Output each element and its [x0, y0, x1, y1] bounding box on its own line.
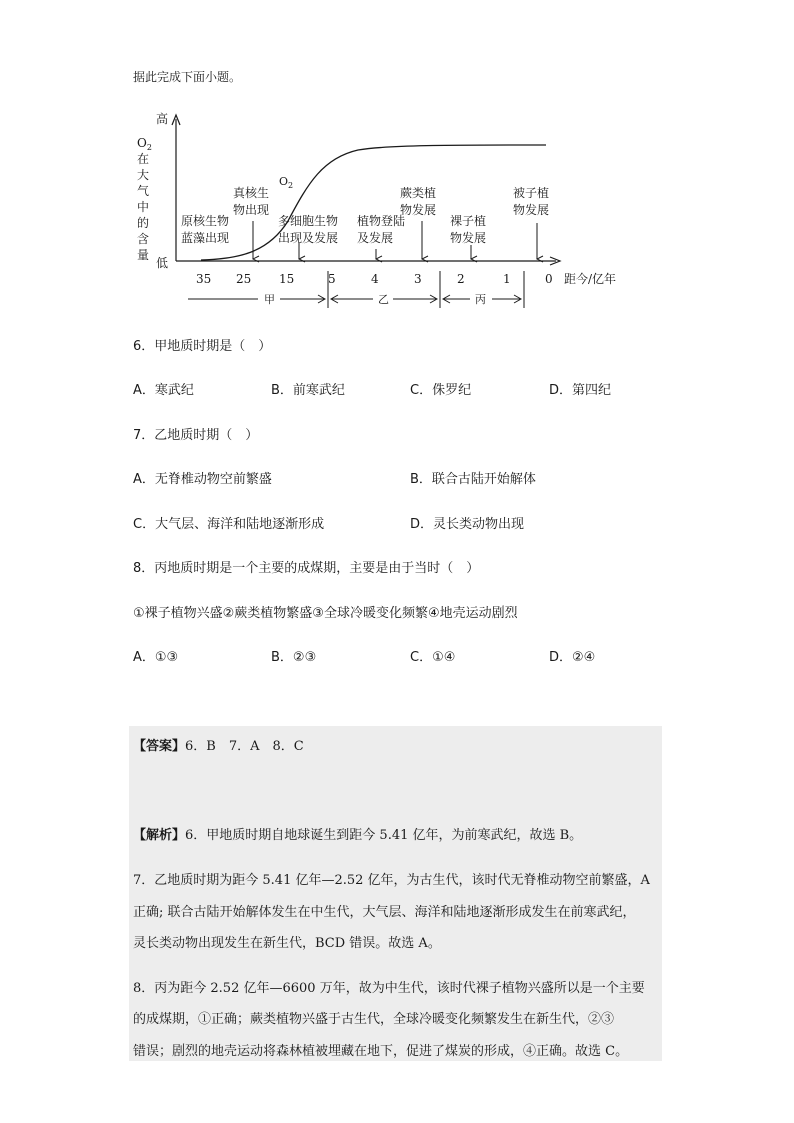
question-7-stem: 7．乙地质时期（ ） [133, 428, 259, 443]
x-tick: 25 [236, 272, 252, 286]
y-label-char: O [137, 136, 147, 150]
q6-option-a[interactable]: A．寒武纪 [133, 383, 194, 398]
period-label-yi: 乙 [378, 293, 389, 306]
analysis-7-line: 灵长类动物出现发生在新生代，BCD 错误。故选 A。 [133, 936, 441, 951]
q6-option-d[interactable]: D．第四纪 [549, 383, 612, 398]
answer-text: 6．B 7．A 8．C [185, 739, 304, 754]
y-axis-label: $O_2$ 在 大 气 中 的 含 量 [137, 136, 152, 262]
event-label: 物发展 [513, 203, 550, 217]
event-label: 植物登陆 [357, 214, 406, 228]
analysis-7-line: 正确; 联合古陆开始解体发生在中生代，大气层、海洋和陆地逐渐形成发生在前寒武纪， [133, 905, 636, 920]
period-label-jia: 甲 [264, 293, 275, 306]
answer-label: 【答案】 [133, 739, 186, 754]
y-label-char: 量 [137, 248, 150, 262]
y-label-char: 气 [137, 184, 150, 198]
analysis-8-line: 的成煤期，①正确；蕨类植物兴盛于古生代，全球冷暖变化频繁发生在新生代，②③ [133, 1012, 615, 1027]
event-label: 被子植 [513, 186, 550, 200]
event-label: 物发展 [400, 203, 437, 217]
y-label-char: 的 [137, 216, 150, 230]
intro-text: 据此完成下面小题。 [133, 70, 242, 84]
y-label-char: 含 [137, 232, 150, 246]
event-label: 及发展 [357, 231, 394, 245]
q7-option-c[interactable]: C．大气层、海洋和陆地逐渐形成 [133, 517, 325, 532]
event-label: 物出现 [233, 203, 270, 217]
period-label-bing: 丙 [475, 293, 486, 306]
q6-option-c[interactable]: C．侏罗纪 [410, 383, 472, 398]
q8-option-b[interactable]: B．②③ [271, 650, 317, 665]
y-label-char: 在 [137, 152, 150, 166]
q8-option-c[interactable]: C．①④ [410, 650, 456, 665]
q7-option-a[interactable]: A．无脊椎动物空前繁盛 [133, 472, 272, 487]
analysis-8-line: 8．丙为距今 2.52 亿年—6600 万年，故为中生代，该时代裸子植物兴盛所以是一个主要 [133, 981, 645, 996]
analysis-line-6 [133, 824, 582, 843]
y-high-label: 高 [156, 112, 169, 126]
x-tick: 5 [328, 272, 336, 286]
event-label: 原核生物 [181, 214, 230, 228]
event-label: 出现及发展 [278, 231, 339, 245]
x-unit-label: 距今/亿年 [564, 272, 617, 286]
o2-evolution-diagram [128, 103, 638, 313]
event-label: 多细胞生物 [278, 214, 339, 228]
x-tick: 2 [457, 272, 465, 286]
x-tick: 0 [545, 272, 553, 286]
y-low-label: 低 [156, 256, 169, 270]
x-tick: 3 [414, 272, 422, 286]
analysis-6-text: 6．甲地质时期自地球诞生到距今 5.41 亿年，为前寒武纪，故选 B。 [185, 828, 583, 843]
question-8-stem: 8．丙地质时期是一个主要的成煤期，主要是由于当时（ ） [133, 561, 480, 576]
question-6-stem: 6．甲地质时期是（ ） [133, 339, 272, 354]
o2-label: $O_2$ [279, 175, 294, 190]
q6-option-b[interactable]: B．前寒武纪 [271, 383, 345, 398]
question-8-statements: ①裸子植物兴盛②蕨类植物繁盛③全球冷暖变化频繁④地壳运动剧烈 [133, 606, 518, 621]
q7-option-d[interactable]: D．灵长类动物出现 [410, 517, 525, 532]
event-label: 蕨类植 [400, 186, 437, 200]
q8-option-a[interactable]: A．①③ [133, 650, 179, 665]
analysis-7-line: 7．乙地质时期为距今 5.41 亿年—2.52 亿年，为古生代，该时代无脊椎动物空前繁盛，A [133, 873, 650, 888]
event-label: 物发展 [450, 231, 487, 245]
event-label: 裸子植 [450, 214, 487, 228]
x-tick: 1 [503, 272, 511, 286]
x-tick: 35 [196, 272, 212, 286]
q8-option-d[interactable]: D．②④ [549, 650, 596, 665]
event-label: 蓝藻出现 [181, 231, 230, 245]
event-label: 真核生 [233, 186, 270, 200]
x-tick: 15 [279, 272, 295, 286]
q7-option-b[interactable]: B．联合古陆开始解体 [410, 472, 536, 487]
x-ticks [196, 272, 553, 286]
y-label-char: 大 [137, 168, 150, 182]
analysis-label: 【解析】 [133, 828, 186, 843]
x-tick: 4 [371, 272, 379, 286]
analysis-8-line: 错误；剧烈的地壳运动将森林植被埋藏在地下，促进了煤炭的形成，④正确。故选 C。 [133, 1044, 629, 1059]
y-label-char: 中 [137, 200, 150, 214]
answer-line [133, 735, 304, 754]
